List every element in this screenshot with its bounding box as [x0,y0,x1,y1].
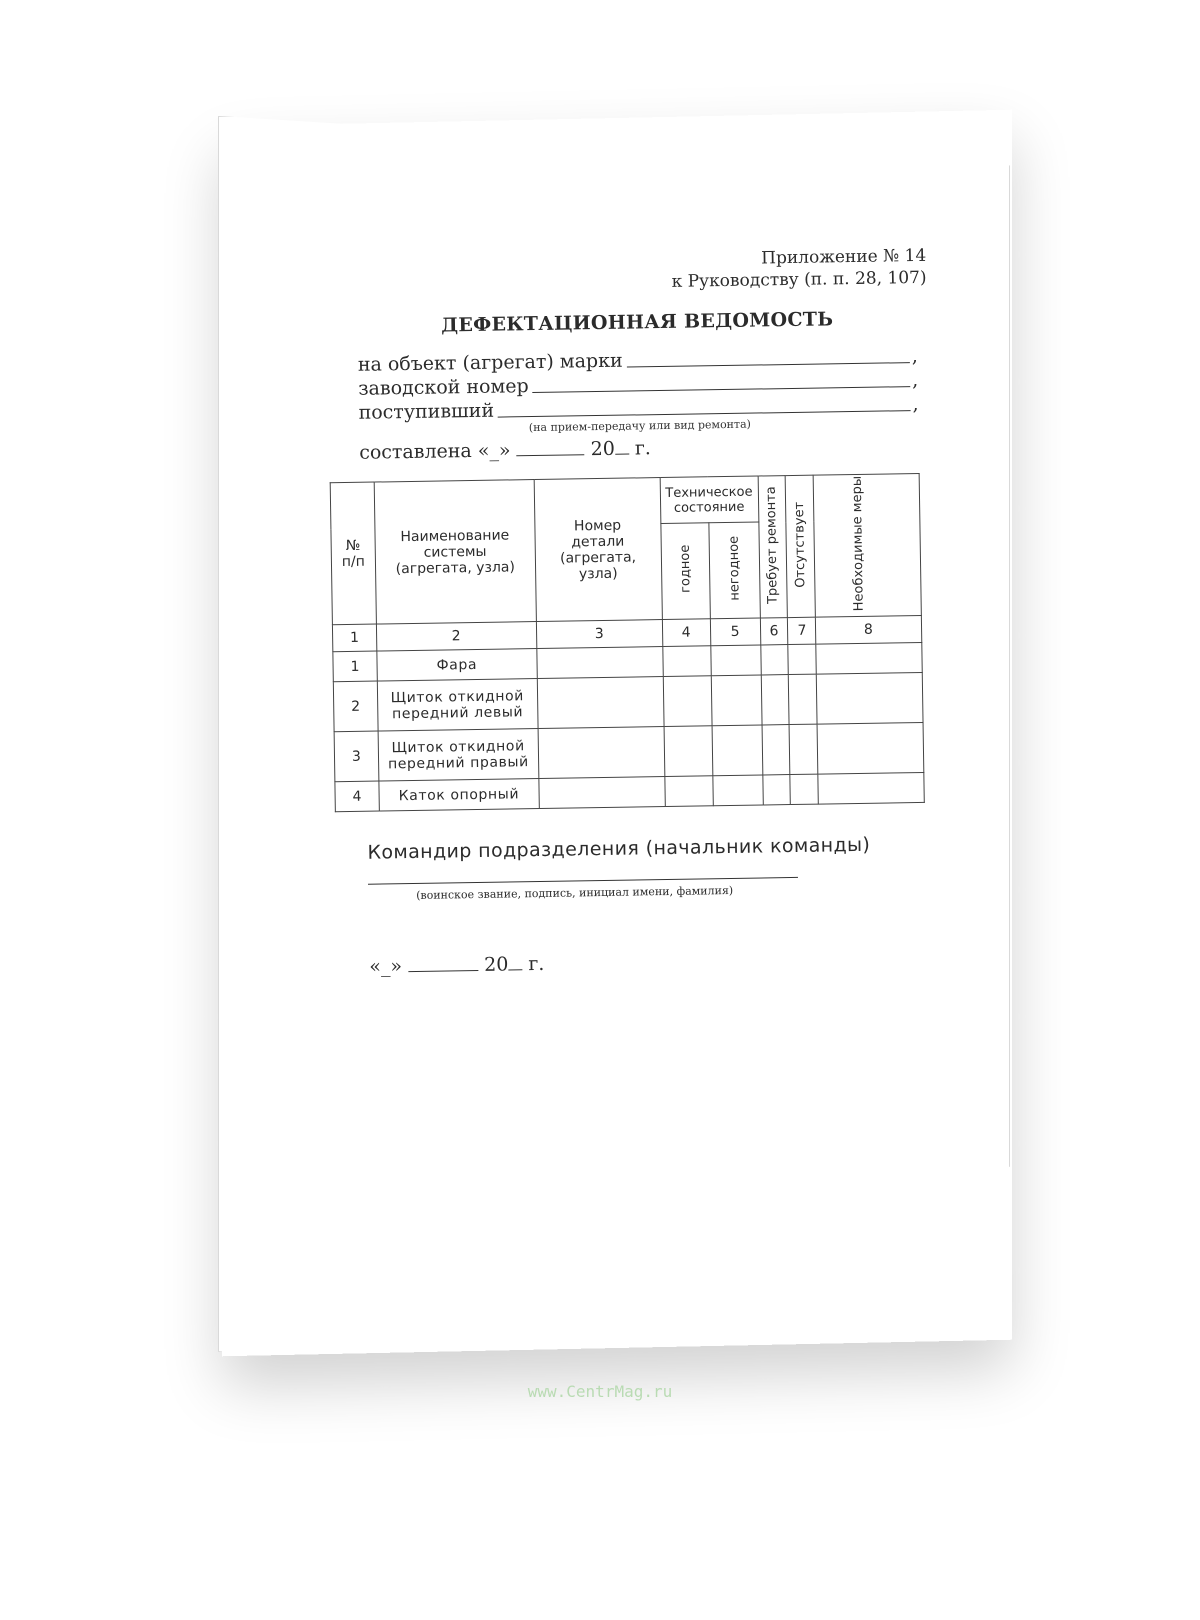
commander-label: Командир подразделения (начальник команды) [367,833,871,864]
header-unfit: негодное [708,522,759,619]
compiled-day[interactable]: _ [489,439,500,462]
col-num-4: 4 [662,619,710,647]
col-num-5: 5 [710,618,760,646]
col-num-1: 1 [332,624,376,652]
compiled-year-blank[interactable] [615,438,629,455]
cell[interactable] [817,722,923,774]
footer-date-prefix: « [369,955,382,978]
row-num: 4 [335,781,379,812]
footer-date-month-blank[interactable] [408,954,478,972]
cell[interactable] [817,672,923,724]
cell[interactable] [538,727,665,779]
defect-table [330,473,925,812]
header-system: Наименование системы (агрегата, узла) [374,480,536,624]
col-num-3: 3 [536,620,662,649]
cell[interactable] [664,776,712,807]
col-num-8: 8 [816,615,922,644]
cell[interactable] [789,674,818,724]
object-blank[interactable] [627,362,910,367]
cell[interactable] [537,647,663,679]
col-num-6: 6 [760,618,788,645]
watermark-text: www.CentrMag.ru [527,1382,673,1401]
received-comma: , [912,392,919,416]
received-label: поступивший [358,399,495,424]
cell[interactable] [539,777,665,809]
compiled-suffix: г. [634,437,652,460]
cell[interactable] [711,675,762,726]
table-header-row-1 [330,473,920,528]
serial-blank[interactable] [533,386,910,393]
received-hint: (на прием-передачу или вид ремонта) [528,417,752,435]
header-absent: Отсутствует [786,475,816,617]
row-name: Каток опорный [379,778,539,811]
row-name: Фара [377,649,537,682]
cell[interactable] [760,645,788,675]
row-name: Щиток откидной передний правый [378,729,539,782]
row-num: 2 [333,681,378,732]
appendix-line-1: Приложение № 14 [761,245,927,269]
table-row [333,672,923,731]
header-needs-repair: Требует ремонта [758,476,788,618]
cell[interactable] [789,724,818,774]
cell[interactable] [790,774,818,804]
cell[interactable] [762,725,791,775]
cell[interactable] [762,775,790,805]
footer-date [369,953,544,978]
received-blank[interactable] [498,410,911,417]
compiled-month-blank[interactable] [516,438,584,456]
compiled-year: 20 [590,437,616,461]
compiled-date [359,437,651,464]
compiled-prefix: составлена « [359,439,490,464]
header-tech-state: Техническое состояние [660,476,759,524]
table-row [334,722,924,781]
col-num-2: 2 [376,622,536,652]
header-good: годное [660,523,709,620]
cell[interactable] [664,726,713,777]
cell[interactable] [537,677,664,729]
row-num: 1 [333,651,377,682]
serial-label: заводской номер [358,375,529,400]
row-name: Щиток откидной передний левый [377,679,538,732]
object-comma: , [911,344,918,368]
cell[interactable] [712,775,762,806]
cell[interactable] [662,646,710,677]
signature-hint: (воинское звание, подпись, инициал имени, фамилия) [416,883,734,902]
header-part-number: Номер детали (агрегата, узла) [534,478,662,622]
appendix-line-2: к Руководству (п. п. 28, 107) [671,267,927,292]
footer-date-year: 20 [483,953,509,976]
cell[interactable] [818,772,924,804]
cell[interactable] [710,645,760,676]
col-num-7: 7 [788,617,816,644]
compiled-mid: » [498,439,511,462]
row-num: 3 [334,731,379,782]
serial-comma: , [911,368,919,392]
object-label: на объект (агрегат) марки [357,349,623,376]
cell[interactable] [816,642,922,674]
appendix-note [636,245,927,294]
footer-date-day[interactable]: _ [380,955,391,978]
document-title: ДЕФЕКТАЦИОННАЯ ВЕДОМОСТЬ [441,308,834,337]
footer-date-suffix: г. [528,952,545,976]
cell[interactable] [788,644,816,674]
cell[interactable] [761,675,790,725]
header-measures: Необходимые меры [813,473,921,617]
footer-date-year-blank[interactable] [508,953,522,970]
header-num: № п/п [330,482,376,625]
cell[interactable] [712,725,763,776]
signature-line[interactable] [368,877,798,885]
footer-date-mid: » [390,955,403,978]
cell[interactable] [663,676,712,727]
